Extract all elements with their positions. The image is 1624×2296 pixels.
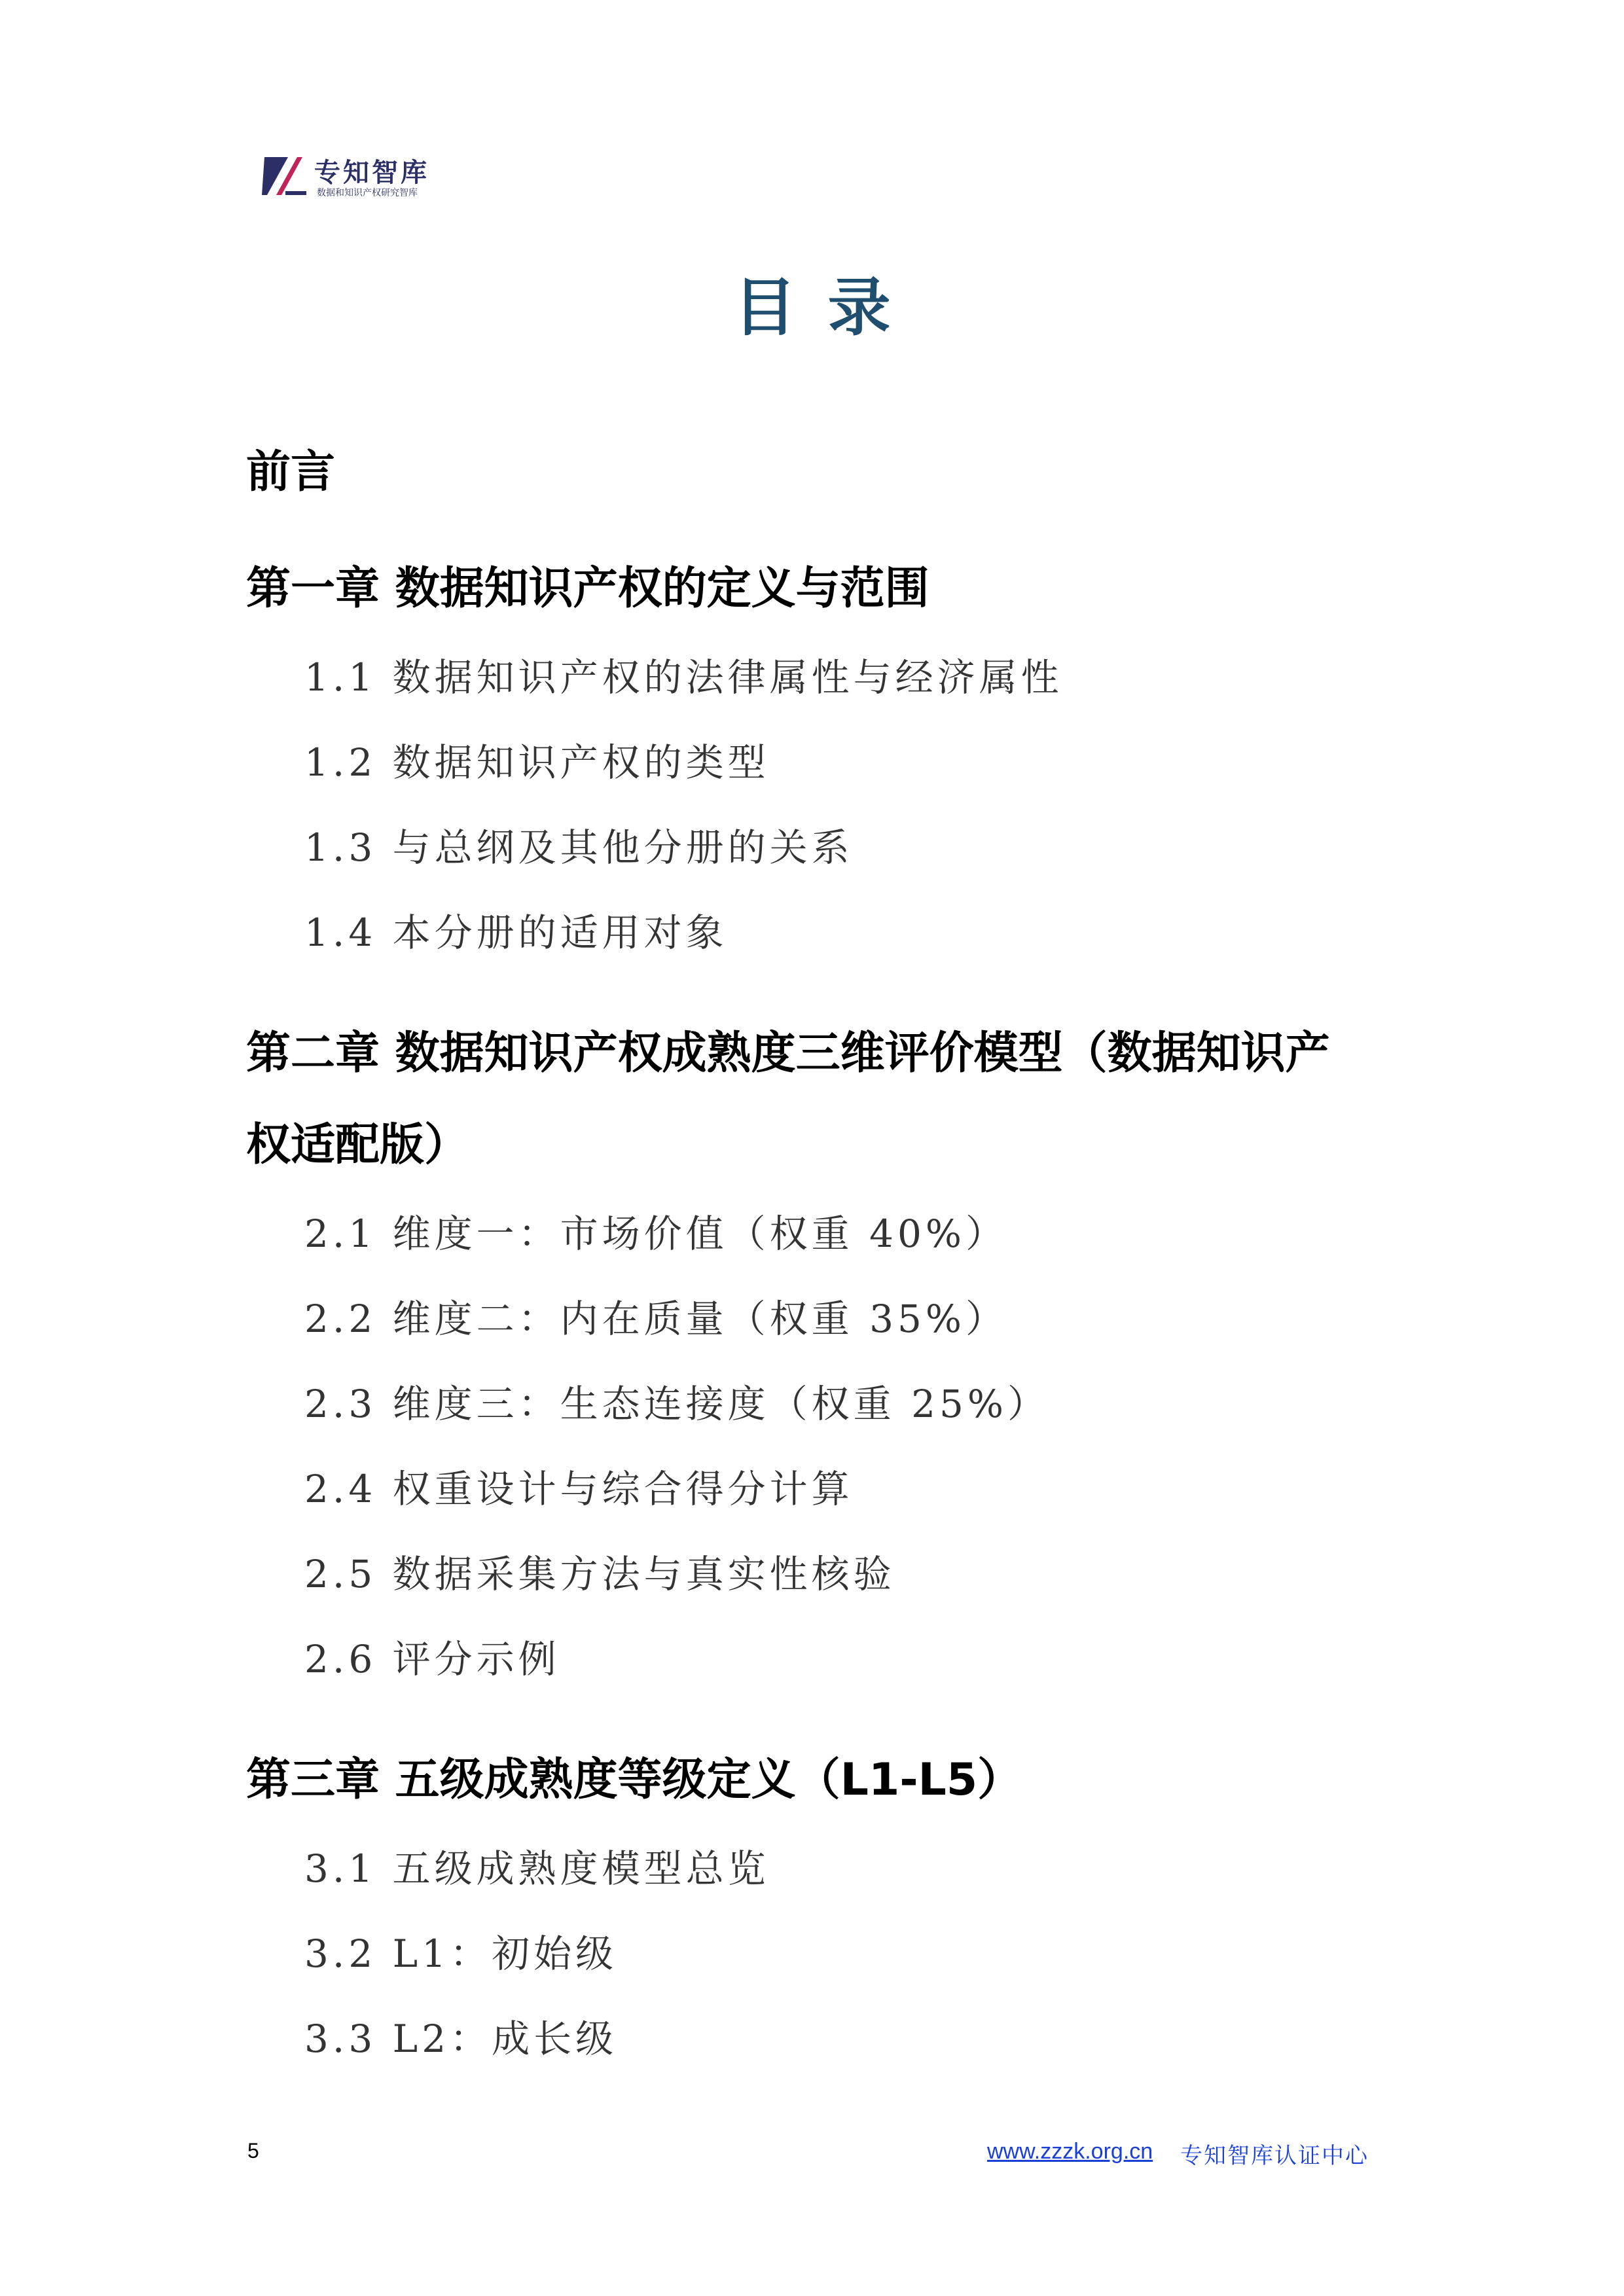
toc-section-2-3[interactable]: 2.3 维度三：生态连接度（权重 25%）: [304, 1382, 1050, 1426]
toc-preface[interactable]: 前言: [246, 446, 336, 498]
toc-section-1-2[interactable]: 1.2 数据知识产权的类型: [304, 740, 770, 785]
toc-section-1-1[interactable]: 1.1 数据知识产权的法律属性与经济属性: [304, 655, 1063, 700]
toc-chapter-3[interactable]: 第三章 五级成熟度等级定义（L1-L5）: [246, 1754, 1022, 1806]
toc-section-2-1[interactable]: 2.1 维度一：市场价值（权重 40%）: [304, 1211, 1008, 1256]
page-number: 5: [247, 2139, 259, 2162]
footer-url-link[interactable]: www.zzzk.org.cn: [987, 2139, 1153, 2164]
toc-chapter-2-line2[interactable]: 权适配版）: [246, 1119, 469, 1171]
toc-section-2-6[interactable]: 2.6 评分示例: [304, 1637, 560, 1681]
toc-section-3-3[interactable]: 3.3 L2：成长级: [304, 2017, 618, 2061]
toc-chapter-1[interactable]: 第一章 数据知识产权的定义与范围: [246, 563, 929, 615]
toc-section-2-5[interactable]: 2.5 数据采集方法与真实性核验: [304, 1552, 895, 1596]
toc-section-2-2[interactable]: 2.2 维度二：内在质量（权重 35%）: [304, 1297, 1008, 1341]
toc-section-2-4[interactable]: 2.4 权重设计与综合得分计算: [304, 1467, 854, 1511]
toc-section-3-2[interactable]: 3.2 L1：初始级: [304, 1931, 618, 1976]
toc-section-3-1[interactable]: 3.1 五级成熟度模型总览: [304, 1846, 770, 1891]
toc-section-1-4[interactable]: 1.4 本分册的适用对象: [304, 910, 728, 955]
toc-section-1-3[interactable]: 1.3 与总纲及其他分册的关系: [304, 825, 854, 870]
footer-org-name: 专知智库认证中心: [1180, 2143, 1369, 2169]
toc-chapter-2-line1[interactable]: 第二章 数据知识产权成熟度三维评价模型（数据知识产: [246, 1028, 1330, 1079]
logo-title: 专知智库: [314, 158, 429, 188]
logo-subtitle: 数据和知识产权研究智库: [317, 188, 418, 198]
page-title: 目录: [733, 271, 922, 344]
